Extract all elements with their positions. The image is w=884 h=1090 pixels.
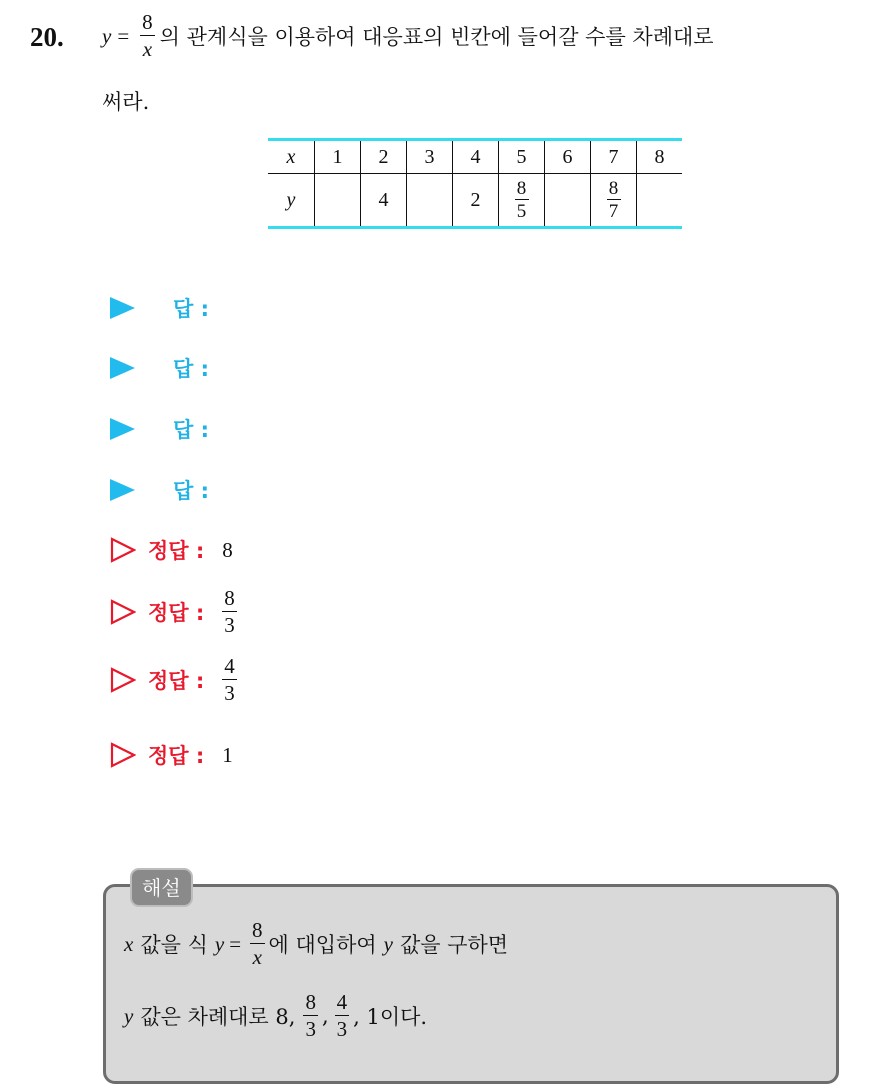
y-fraction [515,179,529,221]
play-triangle-icon [110,357,135,379]
question-frac-num: 8 [142,10,153,34]
solution-label: 정답 : [148,601,205,625]
frac-num: 8 [608,178,619,199]
answer-row[interactable] [110,414,209,444]
question-text: 의 관계식을 이용하여 대응표의 빈칸에 들어갈 수를 차례대로 [159,25,714,49]
explanation-line-1 [124,920,508,968]
y-cell-blank [407,174,453,228]
explanation-line-2 [124,992,427,1040]
x-cell: 8 [637,140,683,174]
fraction-bar [222,679,237,680]
solution-value: 1 [222,742,233,767]
answer-row[interactable] [110,293,209,323]
solution-label: 정답 : [148,539,205,563]
frac-num: 8 [224,586,235,610]
solution-value [222,656,237,704]
explanation-tag: 해설 [130,868,193,907]
solution-value [222,588,237,636]
outline-triangle-icon [110,599,136,625]
fraction-bar [515,199,529,200]
frac-num: 4 [224,654,235,678]
play-triangle-icon [110,479,135,501]
exp-var-y: y [383,931,393,956]
exp-text: 값을 식 [140,933,208,957]
x-cell: 5 [499,140,545,174]
fraction-bar [140,35,155,36]
question-eq-sign: = [117,23,130,48]
frac-den: 3 [336,1017,348,1041]
solution-row [110,588,237,636]
exp-text: 값을 구하면 [399,933,509,957]
play-triangle-icon [110,297,135,319]
answer-label: 답 : [173,297,209,321]
y-cell: 2 [453,174,499,228]
frac-den: x [252,945,262,969]
question-number: 20. [30,22,64,52]
solution-value: 8 [222,537,233,562]
x-cell: 4 [453,140,499,174]
x-cell: 7 [591,140,637,174]
frac-den: 5 [516,201,527,222]
question-frac-den: x [142,37,153,61]
frac-num: 8 [252,918,263,942]
frac-den: 3 [224,613,235,637]
exp-comma: , [321,1004,329,1028]
solution-row [110,740,233,770]
exp-var-y: y [124,1003,134,1028]
y-fraction [607,179,621,221]
solution-row [110,656,237,704]
y-cell-fraction [499,174,545,228]
frac-num: 4 [336,990,348,1014]
exp-fraction [303,992,318,1040]
fraction-bar [250,943,265,944]
exp-var-x: x [124,931,134,956]
question-fraction [140,12,155,60]
y-cell-blank [637,174,683,228]
outline-triangle-icon [110,537,136,563]
exp-text: , 1이다. [353,1005,428,1029]
fraction-bar [607,199,621,200]
outline-triangle-icon [110,667,136,693]
fraction-bar [222,611,237,612]
exp-fraction [250,920,265,968]
x-cell: 6 [545,140,591,174]
frac-den: 7 [608,201,619,222]
frac-den: 3 [224,681,235,705]
exp-eq-sign: = [229,931,242,956]
fraction-bar [303,1015,318,1016]
explanation-box [103,884,839,1084]
table-row-y [268,174,682,228]
solution-fraction [222,656,237,704]
y-cell-fraction [591,174,637,228]
row-label-x: x [268,140,315,174]
exp-fraction [335,992,350,1040]
frac-num: 8 [516,178,527,199]
answer-row[interactable] [110,475,209,505]
solution-row [110,535,233,565]
question-var-y: y [102,23,112,48]
frac-num: 8 [305,990,316,1014]
play-triangle-icon [110,418,135,440]
solution-label: 정답 : [148,669,205,693]
answer-label: 답 : [173,479,209,503]
question-line-1 [102,12,714,60]
answer-label: 답 : [173,418,209,442]
row-label-y: y [268,174,315,228]
answer-row[interactable] [110,353,209,383]
exp-var-y: y [214,931,225,956]
question-line-2: 써라. [102,90,150,114]
frac-den: 3 [305,1017,316,1041]
x-cell: 2 [361,140,407,174]
table-row-x [268,140,682,174]
solution-label: 정답 : [148,744,205,768]
outline-triangle-icon [110,742,136,768]
y-cell-blank [545,174,591,228]
exp-text: 에 대입하여 [268,933,377,957]
y-cell: 4 [361,174,407,228]
solution-fraction [222,588,237,636]
answer-label: 답 : [173,357,209,381]
y-cell-blank [315,174,361,228]
x-cell: 1 [315,140,361,174]
fraction-bar [335,1015,350,1016]
exp-text: 값은 차례대로 8, [140,1005,296,1029]
correspondence-table [268,138,682,229]
x-cell: 3 [407,140,453,174]
